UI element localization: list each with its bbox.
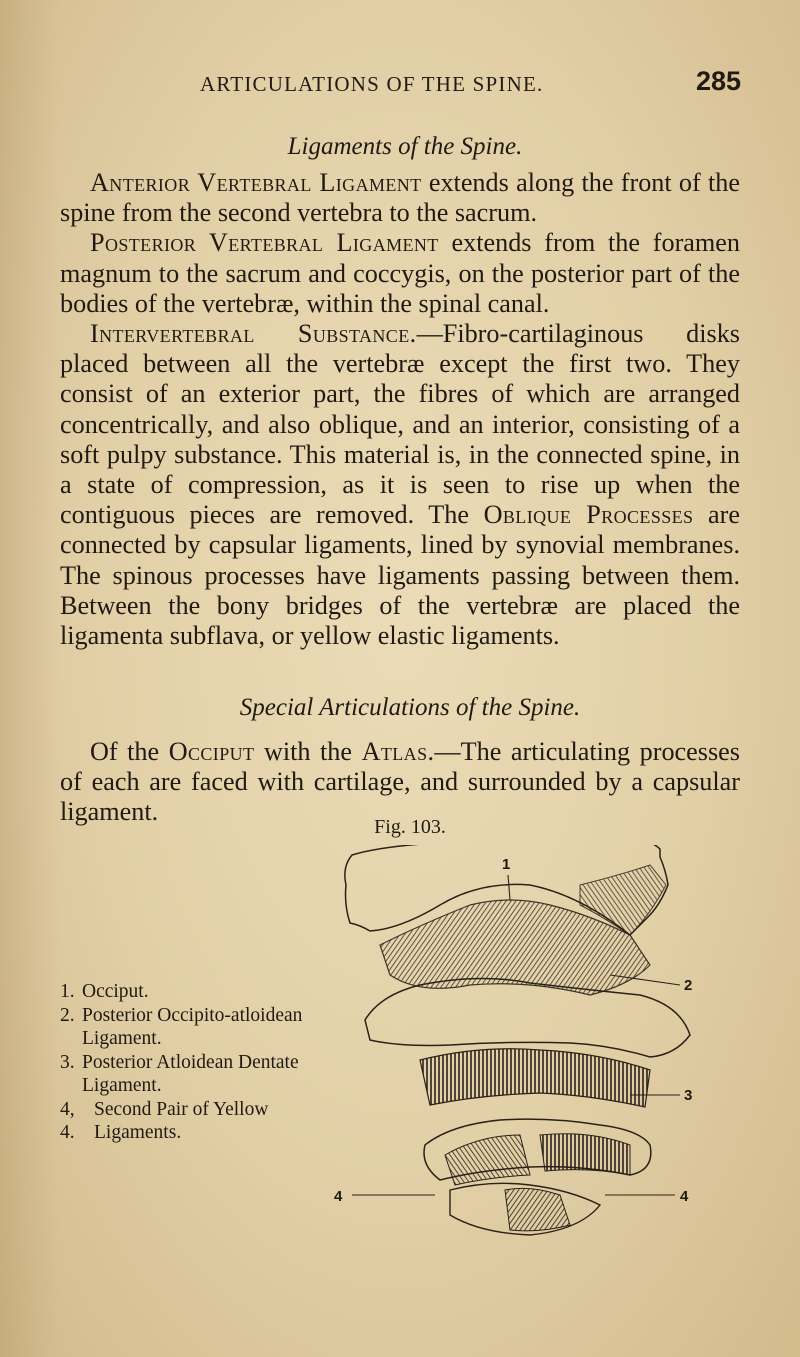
special-articulations-text <box>60 737 740 828</box>
legend-text: Second Pair of Yellow Ligaments. <box>94 1098 269 1143</box>
legend-text: Occiput. <box>82 981 149 1002</box>
spine-ligament-illustration <box>330 845 710 1285</box>
paragraph-intervertebral-substance <box>60 319 740 651</box>
callout-line-1 <box>508 875 510 900</box>
figure-label: Fig. 103. <box>374 816 446 838</box>
legend-number: 2. <box>60 1004 75 1026</box>
paragraph-text: Of the <box>90 737 169 766</box>
term-intervertebral-substance: Intervertebral Substance. <box>90 319 417 349</box>
figure-legend <box>60 980 330 1145</box>
legend-item <box>60 1051 330 1098</box>
legend-item <box>60 1004 330 1051</box>
ligaments-text <box>60 168 740 651</box>
term-atlas: Atlas. <box>361 737 435 766</box>
callout-number-3: 3 <box>684 1087 693 1104</box>
paragraph-text: are connected by capsular ligaments, lined by synovial membranes. The spinous processes have ligaments passing between them. Between the bony bridges of the vertebræ are placed the ligamenta subflava, or yellow elastic ligaments. <box>60 500 740 651</box>
legend-text: Posterior Atloidean Dentate Ligament. <box>82 1051 299 1096</box>
callout-number-4-right: 4 <box>680 1188 689 1205</box>
yellow-ligament-left-shape <box>445 1135 530 1185</box>
paragraph-text: extends along the front of the spine from the second vertebra to the sacrum. <box>60 168 740 228</box>
callout-number-1: 1 <box>502 856 511 873</box>
dentate-ligament-shape <box>420 1049 650 1107</box>
legend-item <box>60 1098 330 1145</box>
term-anterior-vertebral-ligament: Anterior Vertebral Ligament <box>90 168 422 197</box>
section-heading-special-articulations: Special Articulations of the Spine. <box>239 694 581 721</box>
legend-number: 4, 4. <box>60 1098 75 1143</box>
paragraph-text: with the <box>254 737 362 766</box>
section-heading-ligaments: Ligaments of the Spine. <box>287 133 523 160</box>
legend-item <box>60 980 330 1004</box>
callout-number-4-left: 4 <box>334 1188 343 1205</box>
paragraph-text: —The articulating processes of each are faced with cartilage, and surrounded by a capsular ligament. <box>60 737 740 827</box>
legend-number: 1. <box>60 981 75 1002</box>
paragraph-occiput-atlas <box>60 737 740 828</box>
legend-text: Posterior Occipito-atloidean Ligament. <box>82 1004 303 1049</box>
term-occiput: Occiput <box>168 737 255 766</box>
paragraph-posterior-ligament <box>60 228 740 319</box>
term-posterior-vertebral-ligament: Posterior Vertebral Ligament <box>90 228 439 258</box>
paragraph-text: extends from the foramen magnum to the sacrum and coccygis, on the posterior part of the bodies of the vertebræ, within the spinal canal. <box>60 228 741 318</box>
atlas-outline <box>365 977 693 1057</box>
yellow-ligament-right-shape <box>540 1134 630 1175</box>
paragraph-anterior-ligament <box>60 168 740 228</box>
callout-number-2: 2 <box>684 977 693 994</box>
term-oblique-processes: Oblique Processes <box>483 500 694 530</box>
legend-number: 3. <box>60 1051 75 1073</box>
spinous-hatch-shape <box>505 1188 570 1230</box>
paragraph-text: —Fibro-cartilaginous disks placed between all the vertebræ except the first two. They consist of an exterior part, the fibres of which are arranged concentrically, and also oblique, and an interior, consisting of a soft pulpy substance. This material is, in the connected spine, in a state of compression, as it is seen to rise up when the contiguous pieces are removed. The <box>60 319 741 530</box>
page-number: 285 <box>695 66 741 96</box>
running-head: ARTICULATIONS OF THE SPINE. <box>200 72 544 96</box>
